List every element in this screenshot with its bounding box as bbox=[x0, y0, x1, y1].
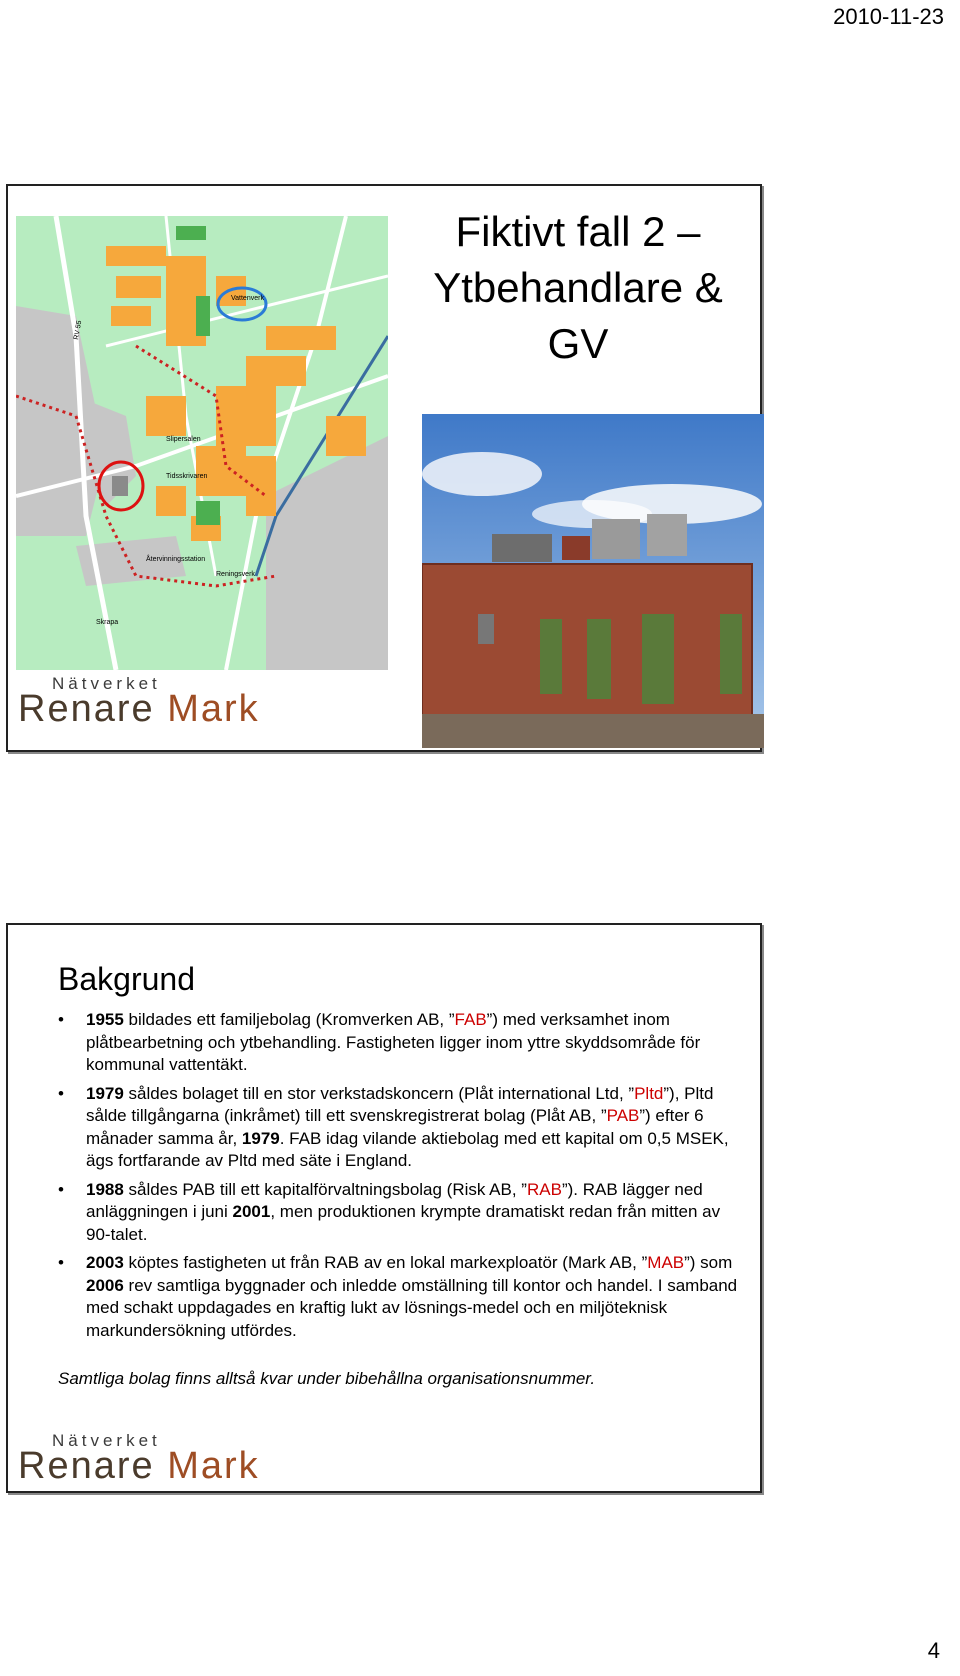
map-label-slipersalen: Slipersalen bbox=[166, 436, 201, 443]
map-label-skrapa: Skrapa bbox=[96, 619, 119, 626]
map-label-reningsverk: Reningsverk bbox=[216, 571, 255, 578]
bullet-text-segment: ”) som bbox=[684, 1253, 733, 1272]
map-label-rv: RV 55 bbox=[73, 320, 84, 341]
bullet-text-segment: 1979 bbox=[241, 1128, 280, 1148]
bullet-text-segment: ”). RAB lägger ned anläggningen i juni bbox=[86, 1179, 703, 1221]
bullet-text-segment: ”) efter 6 månader samma år, bbox=[86, 1106, 704, 1148]
bullet-text-segment: såldes bolaget till en stor verkstadskoncern (Plåt international Ltd, ” bbox=[123, 1083, 635, 1103]
bullet-text-segment: , men produktionen krympte dramatiskt redan från mitten av 90-talet. bbox=[86, 1202, 721, 1244]
page-number: 4 bbox=[927, 1638, 940, 1663]
bullet-text-segment: bildades ett familjebolag (Kromverken AB, ” bbox=[123, 1010, 455, 1029]
map-label-vattenverk: Vattenverk bbox=[231, 295, 264, 302]
bullet-text-segment: rev samtliga byggnader och inledde omställning till kontor och handel. I samband med schakt uppdagades en kraftig lukt av lösnings-medel och en miljöteknisk markundersökning utfördes. bbox=[86, 1275, 738, 1340]
bullet-marker: • bbox=[58, 1083, 64, 1103]
logo-main-text: Renare Mark bbox=[18, 1445, 260, 1487]
bullet-text-segment: köptes fastigheten ut från RAB av en lokal markexploatör (Mark AB, ” bbox=[123, 1253, 648, 1272]
bullet-marker: • bbox=[58, 1179, 64, 1199]
renare-mark-logo bbox=[16, 674, 276, 730]
bullet-text-segment: . FAB idag vilande aktiebolag med ett kapital om 0,5 MSEK, ägs fortfarande av Pltd med säte i England. bbox=[86, 1128, 729, 1170]
bullet-item bbox=[58, 1009, 738, 1077]
map-label-tidsskrivaren: Tidsskrivaren bbox=[166, 473, 208, 480]
title-line-2: Ytbehandlare & bbox=[433, 264, 723, 311]
bullet-text-segment: ”), Pltd sålde tillgångarna (inkråmet) till ett svenskregistrerat bolag (Plåt AB, ” bbox=[86, 1083, 714, 1125]
bullet-text-segment: PAB bbox=[606, 1106, 640, 1125]
title-line-1: Fiktivt fall 2 – bbox=[455, 208, 701, 255]
bullet-text-segment: såldes PAB till ett kapitalförvaltningsbolag (Risk AB, ” bbox=[123, 1179, 527, 1199]
bullet-text-segment: MAB bbox=[647, 1253, 685, 1272]
bullet-marker: • bbox=[58, 1253, 64, 1272]
bullet-text-segment: 1955 bbox=[86, 1010, 124, 1029]
bullet-text-segment: 2001 bbox=[232, 1202, 271, 1221]
bullet-text-segment: RAB bbox=[526, 1179, 562, 1199]
renare-mark-logo bbox=[16, 1431, 276, 1487]
footnote-text: Samtliga bolag finns alltså kvar under bibehållna organisationsnummer. bbox=[58, 1369, 596, 1388]
bullet-text-segment: FAB bbox=[454, 1010, 487, 1029]
logo-small-text: Nätverket bbox=[52, 674, 161, 693]
logo-small-text: Nätverket bbox=[52, 1431, 161, 1450]
title-line-3: GV bbox=[547, 320, 609, 367]
bullet-marker: • bbox=[58, 1010, 64, 1029]
bullet-item bbox=[58, 1252, 738, 1342]
bullet-text-segment: 1988 bbox=[86, 1179, 124, 1199]
bullet-text-segment: ”) med verksamhet inom plåtbearbetning och ytbehandling. Fastigheten ligger inom yttre skyddsområde för kommunal vattentäkt. bbox=[86, 1010, 701, 1074]
bullet-text-segment: 2003 bbox=[86, 1253, 124, 1272]
map-label-atervinningsstation: Återvinningsstation bbox=[146, 556, 206, 563]
slide-fiktivt-fall bbox=[6, 184, 762, 752]
bullet-item bbox=[58, 1179, 738, 1247]
bullet-item bbox=[58, 1083, 738, 1173]
factory-photo-image bbox=[422, 414, 764, 748]
slide-title: Bakgrund bbox=[58, 961, 195, 997]
bullet-list bbox=[58, 1009, 738, 1348]
site-map-image bbox=[16, 216, 388, 670]
slide-title bbox=[398, 204, 758, 372]
slide-bakgrund bbox=[6, 923, 762, 1493]
bullet-text-segment: 2006 bbox=[86, 1275, 124, 1295]
logo-main-text: Renare Mark bbox=[18, 688, 260, 730]
bullet-text-segment: Pltd bbox=[634, 1083, 664, 1103]
bullet-text-segment: 1979 bbox=[86, 1083, 124, 1103]
header-date: 2010-11-23 bbox=[833, 4, 944, 29]
